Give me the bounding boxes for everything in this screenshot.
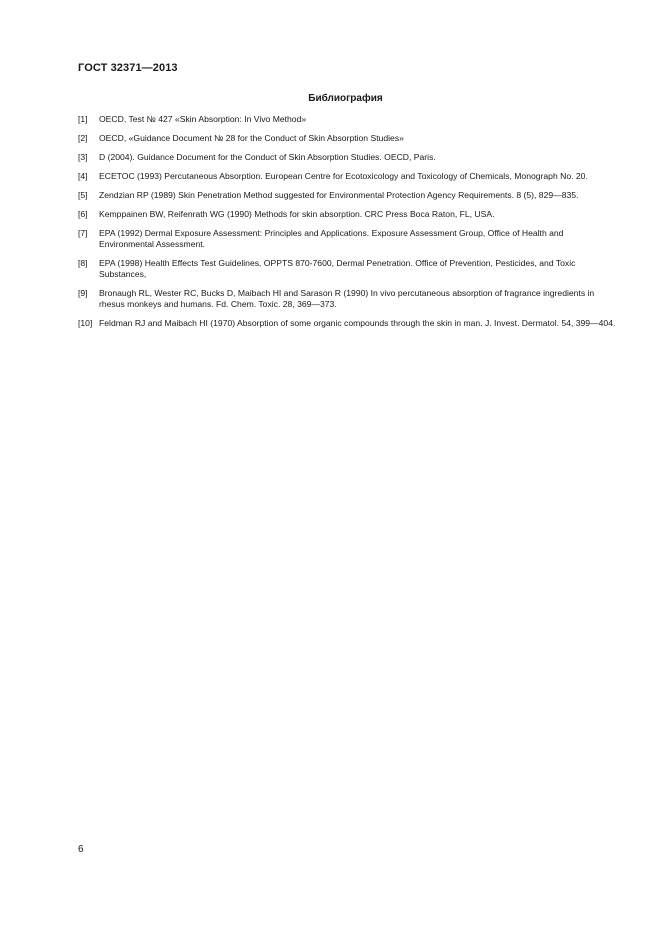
reference-number: [3] <box>78 152 88 162</box>
reference-number: [6] <box>78 209 88 219</box>
reference-text: Feldman RJ and Maibach HI (1970) Absorption of some organic compounds through the skin in man. J. Invest. Dermatol. 54, 399—404. <box>99 318 616 328</box>
reference-number: [10] <box>78 318 93 328</box>
bibliography-item <box>78 133 616 144</box>
reference-number: [2] <box>78 133 88 143</box>
reference-text: Zendzian RP (1989) Skin Penetration Method suggested for Environmental Protection Agency Requirements. 8 (5), 829—835. <box>99 190 579 200</box>
reference-text: Bronaugh RL, Wester RC, Bucks D, Maibach HI and Sarason R (1990) In vivo percutaneous absorption of fragrance ingredients in rhesus monkeys and humans. Fd. Chem. Toxic. 28, 369—373. <box>99 288 595 309</box>
reference-text: ECETOC (1993) Percutaneous Absorption. European Centre for Ecotoxicology and Toxicology of Chemicals, Monograph No. 20. <box>99 171 588 181</box>
reference-number: [1] <box>78 114 88 124</box>
bibliography-list <box>78 114 616 337</box>
bibliography-item <box>78 228 616 250</box>
reference-text: OECD, «Guidance Document № 28 for the Conduct of Skin Absorption Studies» <box>99 133 404 143</box>
reference-text: EPA (1992) Dermal Exposure Assessment: Principles and Applications. Exposure Assessment Group, Office of Health and Environmental Assessment. <box>99 228 564 249</box>
reference-number: [7] <box>78 228 88 238</box>
bibliography-item <box>78 318 616 329</box>
bibliography-item <box>78 288 616 310</box>
reference-number: [8] <box>78 258 88 268</box>
reference-text: Kemppainen BW, Reifenrath WG (1990) Methods for skin absorption. CRC Press Boca Raton, FL, USA. <box>99 209 495 219</box>
bibliography-item <box>78 258 616 280</box>
bibliography-item <box>78 209 616 220</box>
bibliography-item <box>78 171 616 182</box>
bibliography-item <box>78 190 616 201</box>
reference-number: [5] <box>78 190 88 200</box>
reference-text: D (2004). Guidance Document for the Conduct of Skin Absorption Studies. OECD, Paris. <box>99 152 436 162</box>
bibliography-title: Библиография <box>308 93 383 104</box>
reference-number: [9] <box>78 288 88 298</box>
bibliography-item <box>78 114 616 125</box>
reference-text: EPA (1998) Health Effects Test Guidelines, OPPTS 870-7600, Dermal Penetration. Office of Prevention, Pesticides, and Toxic Substances, <box>99 258 576 279</box>
page-number: 6 <box>78 844 84 855</box>
reference-text: OECD, Test № 427 «Skin Absorption: In Vivo Method» <box>99 114 307 124</box>
standard-code-header: ГОСТ 32371—2013 <box>78 62 178 74</box>
reference-number: [4] <box>78 171 88 181</box>
bibliography-item <box>78 152 616 163</box>
